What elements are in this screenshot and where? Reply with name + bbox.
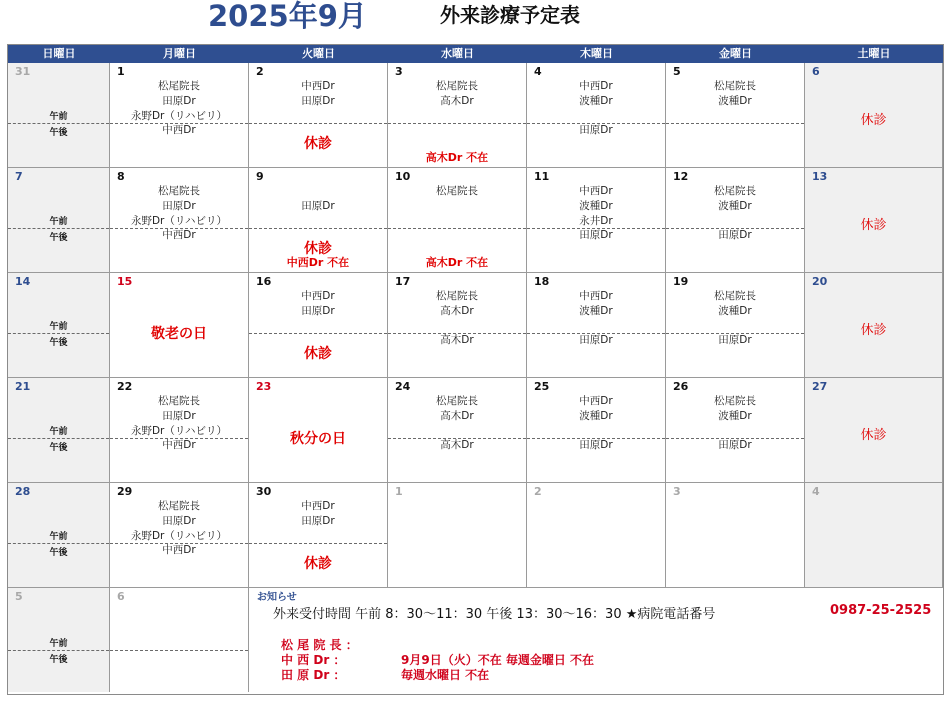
phone-number: 0987-25-2525 [830,603,932,618]
am-doctors [527,394,665,424]
day-cell [666,168,805,273]
day-number: 7 [15,170,23,183]
calendar-month-title: 2025年9月 [208,0,367,33]
day-number: 27 [812,380,828,393]
am-doctors [110,184,248,229]
day-number: 11 [534,170,550,183]
weekday-2: 火曜日 [302,47,335,60]
day-number: 14 [15,275,31,288]
doctor-name: 松尾院長 [436,185,478,197]
day-cell [249,273,388,378]
day-cell [8,483,110,588]
doctor-name: 田原Dr [301,305,335,317]
holiday-name: 敬老の日 [151,326,207,342]
am-doctors [110,79,248,124]
day-cell [527,168,666,273]
day-cell [249,378,388,483]
doctor-name: 中西Dr [579,80,613,92]
doctor-name: 松尾院長 [158,500,200,512]
day-cell [527,63,666,168]
pm-doctors [666,333,804,348]
pm-label: 午後 [49,655,68,665]
am-doctors [527,79,665,109]
doctor-name: 田原Dr [579,124,613,136]
day-number: 15 [117,275,133,288]
doctor-name: 高木Dr [440,334,474,346]
doctor-name: 中西Dr [162,544,196,556]
am-doctors [527,289,665,319]
am-label: 午前 [49,532,68,542]
day-number: 29 [117,485,133,498]
am-pm-divider [666,123,804,124]
am-label: 午前 [49,217,68,227]
day-number: 3 [395,65,403,78]
am-doctors [110,394,248,439]
pm-label: 午後 [49,443,68,453]
doctor-name: 松尾院長 [158,80,200,92]
day-cell [8,63,110,168]
weekday-3: 水曜日 [441,47,474,60]
pm-doctors [110,543,248,558]
day-number: 2 [534,485,542,498]
pm-label: 午後 [49,128,68,138]
am-pm-divider [8,228,109,229]
day-cell [249,483,388,588]
day-cell [110,588,249,692]
am-pm-divider [388,228,526,229]
day-cell [388,378,527,483]
day-cell [666,483,805,588]
doctor-name: 波種Dr [579,200,613,212]
am-doctors [388,184,526,199]
doctor-name: 田原Dr [579,334,613,346]
doctor-name: 波種Dr [579,305,613,317]
closed-label: 休診 [860,218,887,233]
doctor-name: 中西Dr [301,80,335,92]
day-cell [666,378,805,483]
am-doctors [110,499,248,544]
closed-label: 休診 [860,323,887,338]
day-number: 9 [256,170,264,183]
doctor-name [249,184,387,199]
day-number: 19 [673,275,689,288]
doctor-notice-name: 田 原 Dr ： [281,668,346,682]
day-cell [388,168,527,273]
am-doctors [249,289,387,319]
am-doctors [666,184,804,214]
pm-label: 午後 [49,233,68,243]
am-pm-divider [8,438,109,439]
day-number: 8 [117,170,125,183]
schedule-title: 外来診療予定表 [440,3,580,27]
doctor-name: 田原Dr [579,229,613,241]
doctor-name: 松尾院長 [436,395,478,407]
reception-hours: 外来受付時間 午前 8：30〜11：30 午後 13：30〜16：30 ★病院電話番号 [273,607,716,622]
pm-doctors [110,438,248,453]
day-cell [527,273,666,378]
doctor-name: 波種Dr [579,410,613,422]
calendar-grid [7,44,944,695]
doctor-name: 中西Dr [162,124,196,136]
doctor-name: 波種Dr [718,305,752,317]
pm-doctors [388,438,526,453]
absence-note: 高木Dr 不在 [425,256,489,269]
pm-closed-label: 休診 [304,346,332,362]
day-number: 12 [673,170,689,183]
am-doctors [249,79,387,109]
day-cell [8,168,110,273]
doctor-name: 松尾院長 [436,290,478,302]
doctor-name: 高木Dr [440,439,474,451]
day-number: 13 [812,170,828,183]
day-cell [527,378,666,483]
am-doctors [527,184,665,229]
weekday-4: 木曜日 [580,47,613,60]
doctor-name: 高木Dr [440,305,474,317]
am-doctors [666,289,804,319]
am-label: 午前 [49,639,68,649]
doctor-notice-text: 毎週水曜日 不在 [401,668,490,682]
doctor-notice-name: 中 西 Dr ： [281,653,346,667]
day-cell [8,378,110,483]
day-number: 4 [812,485,820,498]
pm-doctors [527,333,665,348]
am-doctors [666,394,804,424]
weekday-6: 土曜日 [857,47,891,60]
doctor-name: 中西Dr [301,290,335,302]
weekday-0: 日曜日 [42,47,76,60]
am-pm-divider [249,333,387,334]
doctor-name: 永野Dr（リハビリ） [130,215,228,227]
pm-label: 午後 [49,338,68,348]
pm-doctors [527,123,665,138]
pm-doctors [388,333,526,348]
am-pm-divider [388,123,526,124]
pm-closed-label: 休診 [304,241,332,257]
pm-doctors [527,228,665,243]
day-cell [527,483,666,588]
doctor-name: 田原Dr [301,515,335,527]
am-pm-divider [110,650,248,651]
day-number: 28 [15,485,31,498]
day-cell [388,273,527,378]
day-number: 31 [15,65,31,78]
doctor-name: 田原Dr [301,200,335,212]
day-cell [805,63,943,168]
day-cell [8,273,110,378]
am-pm-divider [8,123,109,124]
doctor-name: 中西Dr [579,395,613,407]
am-label: 午前 [49,427,68,437]
notice-panel [249,588,943,692]
am-pm-divider [249,123,387,124]
doctor-name: 波種Dr [718,200,752,212]
doctor-name: 松尾院長 [714,395,756,407]
am-doctors [388,79,526,109]
day-cell [666,273,805,378]
doctor-name: 松尾院長 [714,290,756,302]
day-cell [805,483,943,588]
doctor-name: 永野Dr（リハビリ） [130,530,228,542]
weekday-5: 金曜日 [719,47,752,60]
doctor-name: 中西Dr [162,439,196,451]
day-number: 6 [812,65,820,78]
doctor-name: 永野Dr（リハビリ） [130,425,228,437]
day-cell [805,378,943,483]
day-cell [110,378,249,483]
day-number: 18 [534,275,550,288]
absence-note: 高木Dr 不在 [425,151,489,164]
doctor-name: 松尾院長 [714,80,756,92]
doctor-name: 田原Dr [162,515,196,527]
doctor-name: 田原Dr [162,95,196,107]
pm-doctors [666,228,804,243]
day-number: 5 [15,590,23,603]
doctor-name: 田原Dr [718,439,752,451]
day-number: 23 [256,380,272,393]
am-label: 午前 [49,322,68,332]
am-pm-divider [249,543,387,544]
day-number: 10 [395,170,411,183]
day-cell [805,168,943,273]
day-number: 21 [15,380,31,393]
notice-title: お知らせ [257,592,297,603]
day-number: 4 [534,65,542,78]
am-doctors [388,394,526,424]
doctor-name: 松尾院長 [158,185,200,197]
day-number: 20 [812,275,828,288]
doctor-notice-row [281,666,489,683]
day-cell [805,273,943,378]
doctor-name: 中西Dr [301,500,335,512]
day-cell [110,483,249,588]
day-number: 22 [117,380,133,393]
absence-note: 中西Dr 不在 [286,256,350,269]
holiday-name: 秋分の日 [290,431,346,447]
pm-doctors [527,438,665,453]
am-pm-divider [8,650,109,651]
closed-label: 休診 [860,428,887,443]
pm-closed-label: 休診 [304,556,332,572]
day-number: 30 [256,485,272,498]
day-cell [666,63,805,168]
day-number: 16 [256,275,272,288]
day-cell [110,168,249,273]
doctor-name: 中西Dr [162,229,196,241]
doctor-name: 田原Dr [718,229,752,241]
doctor-notice-text: 9月9日（火）不在 毎週金曜日 不在 [401,653,595,667]
doctor-name: 永野Dr（リハビリ） [130,110,228,122]
am-doctors [249,499,387,529]
doctor-name: 高木Dr [440,95,474,107]
weekday-header [8,45,943,63]
doctor-name: 田原Dr [162,410,196,422]
day-number: 6 [117,590,125,603]
day-cell [110,63,249,168]
am-pm-divider [8,333,109,334]
day-number: 17 [395,275,411,288]
day-cell [388,483,527,588]
doctor-name: 松尾院長 [436,80,478,92]
day-number: 2 [256,65,264,78]
am-doctors [388,289,526,319]
pm-doctors [110,123,248,138]
doctor-name: 波種Dr [718,95,752,107]
day-number: 1 [117,65,125,78]
doctor-name: 田原Dr [718,334,752,346]
doctor-name: 田原Dr [162,200,196,212]
pm-closed-label: 休診 [304,136,332,152]
day-number: 1 [395,485,403,498]
closed-label: 休診 [860,113,887,128]
pm-doctors [110,228,248,243]
doctor-name: 中西Dr [579,290,613,302]
day-cell [249,168,388,273]
am-label: 午前 [49,112,68,122]
day-cell [110,273,249,378]
am-pm-divider [8,543,109,544]
day-cell [249,63,388,168]
doctor-name: 永井Dr [579,215,613,227]
doctor-name: 高木Dr [440,410,474,422]
am-doctors [249,184,387,214]
pm-label: 午後 [49,548,68,558]
doctor-name: 中西Dr [579,185,613,197]
day-number: 5 [673,65,681,78]
day-number: 3 [673,485,681,498]
doctor-name: 波種Dr [579,95,613,107]
day-number: 26 [673,380,689,393]
doctor-notice-name: 松 尾 院 長 ： [281,638,358,652]
am-doctors [666,79,804,109]
day-cell [8,588,110,692]
weekday-1: 月曜日 [163,47,196,60]
day-number: 24 [395,380,411,393]
am-pm-divider [249,228,387,229]
doctor-name: 田原Dr [301,95,335,107]
pm-doctors [666,438,804,453]
doctor-name: 田原Dr [579,439,613,451]
day-cell [388,63,527,168]
doctor-name: 松尾院長 [158,395,200,407]
doctor-name: 波種Dr [718,410,752,422]
day-number: 25 [534,380,550,393]
doctor-name: 松尾院長 [714,185,756,197]
